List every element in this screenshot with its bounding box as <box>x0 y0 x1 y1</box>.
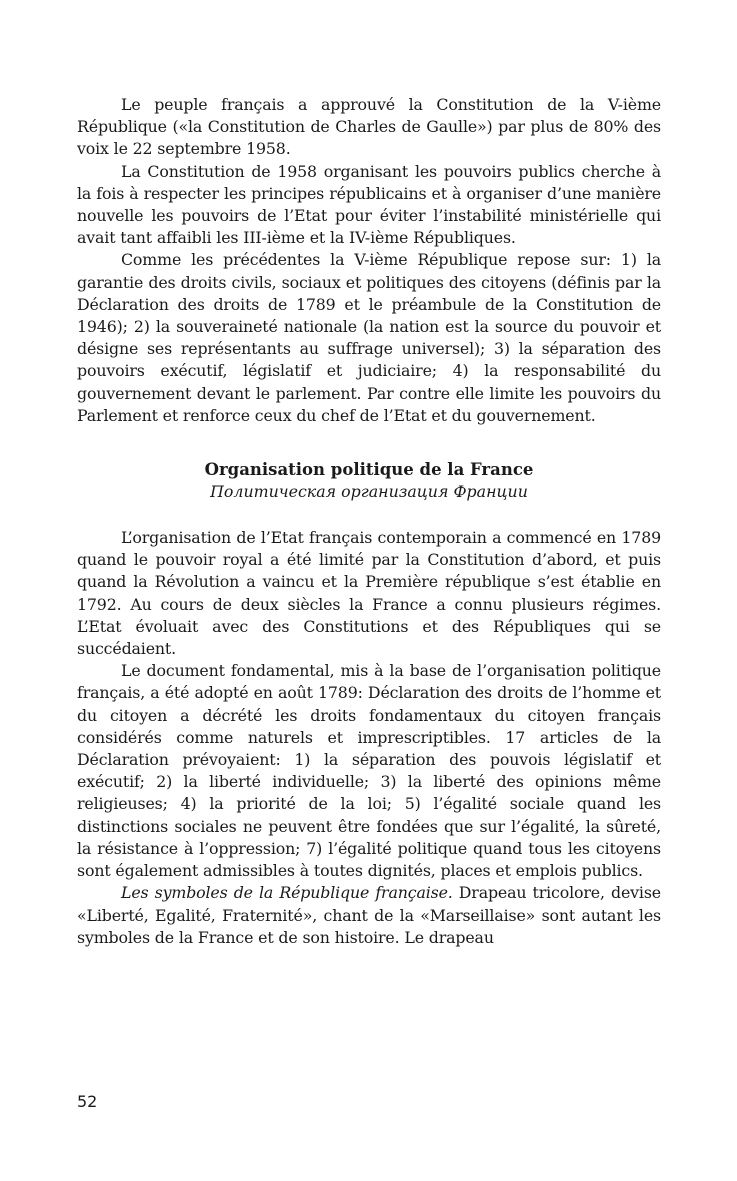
intro-paragraph-1: Le peuple français a approuvé la Constitution de la V-ième République («la Constitution de Charles de Gaulle») par plus de 80% des voix le 22 septembre 1958. <box>77 95 661 159</box>
section-paragraph-2: Le document fondamental, mis à la base de l’organisation politique français, a été adopté en août 1789: Déclaration des droits de l’homme et du citoyen a décrété les droits fondamentaux du citoyen français considérés comme naturels et imprescriptibles. 17 articles de la Déclaration prévoyaient: 1) la séparation des pouvois législatif et exécutif; 2) la liberté individuelle; 3) la liberté des opinions même religieuses; 4) la priorité de la loi; 5) l’égalité sociale quand les distinctions sociales ne peuvent être fondées que sur l’égalité, la sûreté, la résistance à l’oppression; 7) l’égalité politique quand tous les citoyens sont également admissibles à toutes dignités, places et emplois publics. <box>77 661 661 881</box>
page-number: 52 <box>77 1092 98 1111</box>
intro-paragraph-3: Comme les précédentes la V-ième République repose sur: 1) la garantie des droits civils, sociaux et politiques des citoyens (définis par la Déclaration des droits de 1789 et le préambule de la Constitution de 1946); 2) la souveraineté nationale (la nation est la source du pouvoir et désigne ses représentants au suffrage universel); 3) la séparation des pouvoirs exécutif, législatif et judiciaire; 4) la responsabilité du gouvernement devant le parlement. Par contre elle limite les pouvoirs du Parlement et renforce ceux du chef de l’Etat et du gouvernement. <box>77 250 661 425</box>
section-title: Organisation politique de la France <box>204 460 534 480</box>
section-subtitle: Политическая организация Франции <box>210 482 528 502</box>
page-body <box>77 94 661 949</box>
intro-paragraph-2: La Constitution de 1958 organisant les pouvoirs publics cherche à la fois à respecter les principes républicains et à organiser d’une manière nouvelle les pouvoirs de l’Etat pour éviter l’instabilité ministérielle qui avait tant affaibli les III-ième et la IV-ième Républiques. <box>77 161 661 248</box>
section-paragraph-1: L’organisation de l’Etat français contemporain a commencé en 1789 quand le pouvoir royal a été limité par la Constitution d’abord, et puis quand la Révolution a vaincu et la Première république s’est établie en 1792. Au cours de deux siècles la France a connu plusieurs régimes. L’Etat évoluait avec des Constitutions et des Républiques qui se succédaient. <box>77 528 661 659</box>
symbols-text: Drapeau tricolore, devise «Liberté, Egalité, Fraternité», chant de la «Marseillaise» sont autant les symboles de la France et de son histoire. Le drapeau <box>77 883 661 947</box>
symbols-lead: Les symboles de la République française. <box>121 883 453 903</box>
symbols-paragraph <box>77 882 661 949</box>
